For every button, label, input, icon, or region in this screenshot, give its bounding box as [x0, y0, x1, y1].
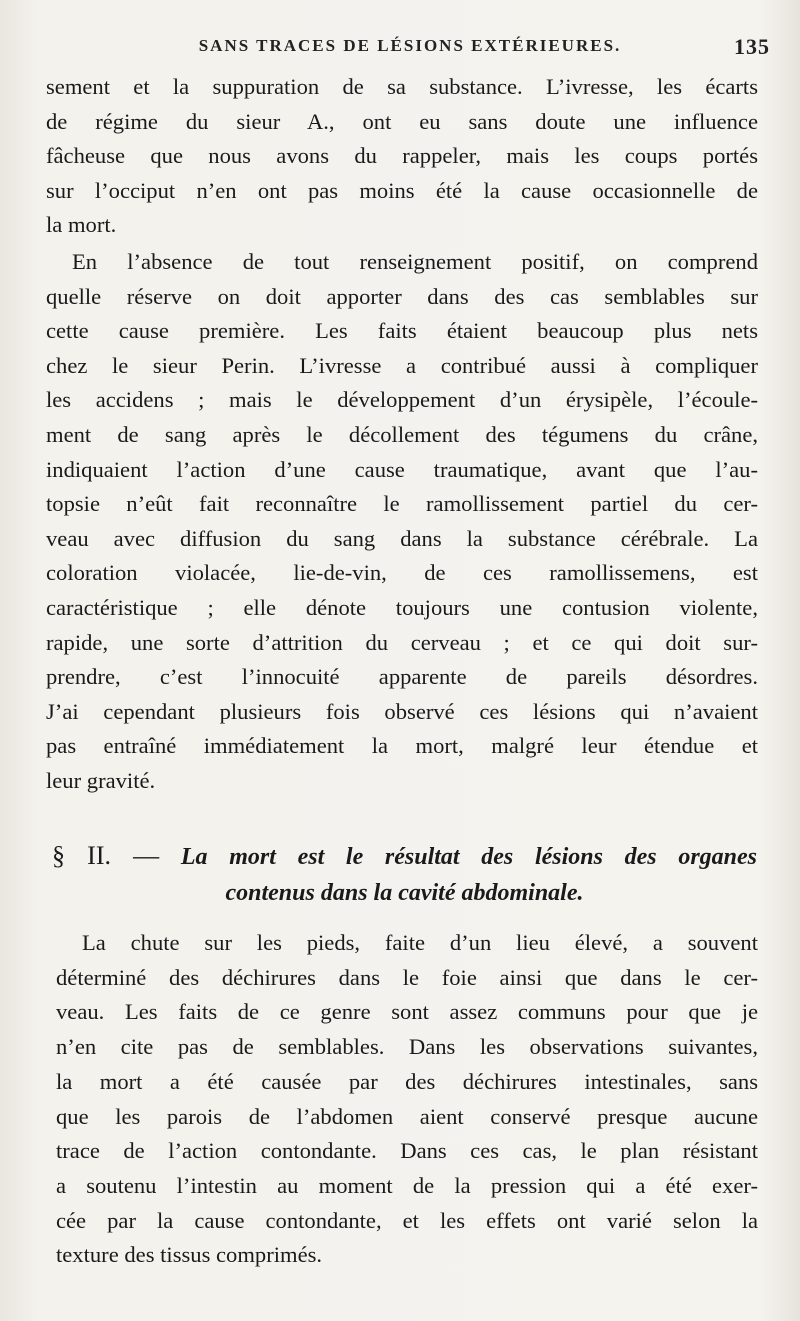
text-line: coloration violacée, lie-de-vin, de ces ramollissemens, est — [46, 560, 758, 586]
text-line: trace de l’action contondante. Dans ces cas, le plan résistant — [56, 1138, 758, 1164]
text-line: veau avec diffusion du sang dans la substance cérébrale. La — [46, 525, 758, 551]
section-heading-line-1 — [52, 838, 757, 875]
text-line: chez le sieur Perin. L’ivresse a contribué aussi à compliquer — [46, 352, 758, 378]
paragraph-3 — [56, 926, 758, 1273]
section-title-part-1: La mort est le résultat des lésions des organes — [180, 844, 757, 870]
text-line: texture des tissus comprimés. — [56, 1242, 323, 1268]
text-line: prendre, c’est l’innocuité apparente de pareils désordres. — [46, 664, 758, 690]
text-line: caractéristique ; elle dénote toujours une contusion violente, — [46, 594, 758, 620]
text-line: cée par la cause contondante, et les effets ont varié selon la — [56, 1207, 758, 1233]
text-line: fâcheuse que nous avons du rappeler, mais les coups portés — [46, 143, 758, 169]
section-title-part-2: contenus dans la cavité abdominale. — [225, 880, 584, 906]
text-line: les accidens ; mais le développement d’un érysipèle, l’écoule- — [46, 387, 758, 413]
page-number: 135 — [734, 34, 770, 59]
text-line: En l’absence de tout renseignement positif, on comprend — [72, 248, 758, 274]
section-number: § II. — — [52, 841, 160, 870]
text-line: pas entraîné immédiatement la mort, malgré leur étendue et — [46, 733, 758, 759]
paragraph-1 — [46, 70, 758, 243]
text-line: la mort a été causée par des déchirures intestinales, sans — [56, 1068, 758, 1094]
text-line: rapide, une sorte d’attrition du cerveau ; et ce qui doit sur- — [46, 629, 758, 655]
text-line: indiquaient l’action d’une cause traumatique, avant que l’au- — [46, 456, 758, 482]
text-line: sement et la suppuration de sa substance. L’ivresse, les écarts — [46, 74, 758, 99]
text-line: topsie n’eût fait reconnaître le ramollissement partiel du cer- — [46, 491, 758, 517]
text-line: n’en cite pas de semblables. Dans les observations suivantes, — [56, 1034, 758, 1060]
text-line: quelle réserve on doit apporter dans des cas semblables sur — [46, 283, 758, 309]
text-line: La chute sur les pieds, faite d’un lieu élevé, a souvent — [82, 930, 758, 955]
text-line: la mort. — [46, 212, 117, 238]
text-line: sur l’occiput n’en ont pas moins été la cause occasionnelle de — [46, 177, 758, 203]
text-line: ment de sang après le décollement des tégumens du crâne, — [46, 421, 758, 447]
section-heading — [52, 838, 757, 911]
text-line: que les parois de l’abdomen aient conservé presque aucune — [56, 1103, 758, 1129]
paragraph-2 — [46, 245, 758, 799]
text-line: de régime du sieur A., ont eu sans doute une influence — [46, 108, 758, 134]
text-line: cette cause première. Les faits étaient beaucoup plus nets — [46, 318, 758, 344]
text-line: J’ai cependant plusieurs fois observé ces lésions qui n’avaient — [46, 698, 758, 724]
body-text — [46, 70, 758, 798]
text-line: déterminé des déchirures dans le foie ainsi que dans le cer- — [56, 964, 758, 990]
running-head: SANS TRACES DE LÉSIONS EXTÉRIEURES. — [198, 36, 622, 55]
text-line: veau. Les faits de ce genre sont assez communs pour que je — [56, 999, 758, 1025]
text-line: leur gravité. — [46, 767, 156, 793]
text-line: a soutenu l’intestin au moment de la pression qui a été exer- — [56, 1172, 758, 1198]
